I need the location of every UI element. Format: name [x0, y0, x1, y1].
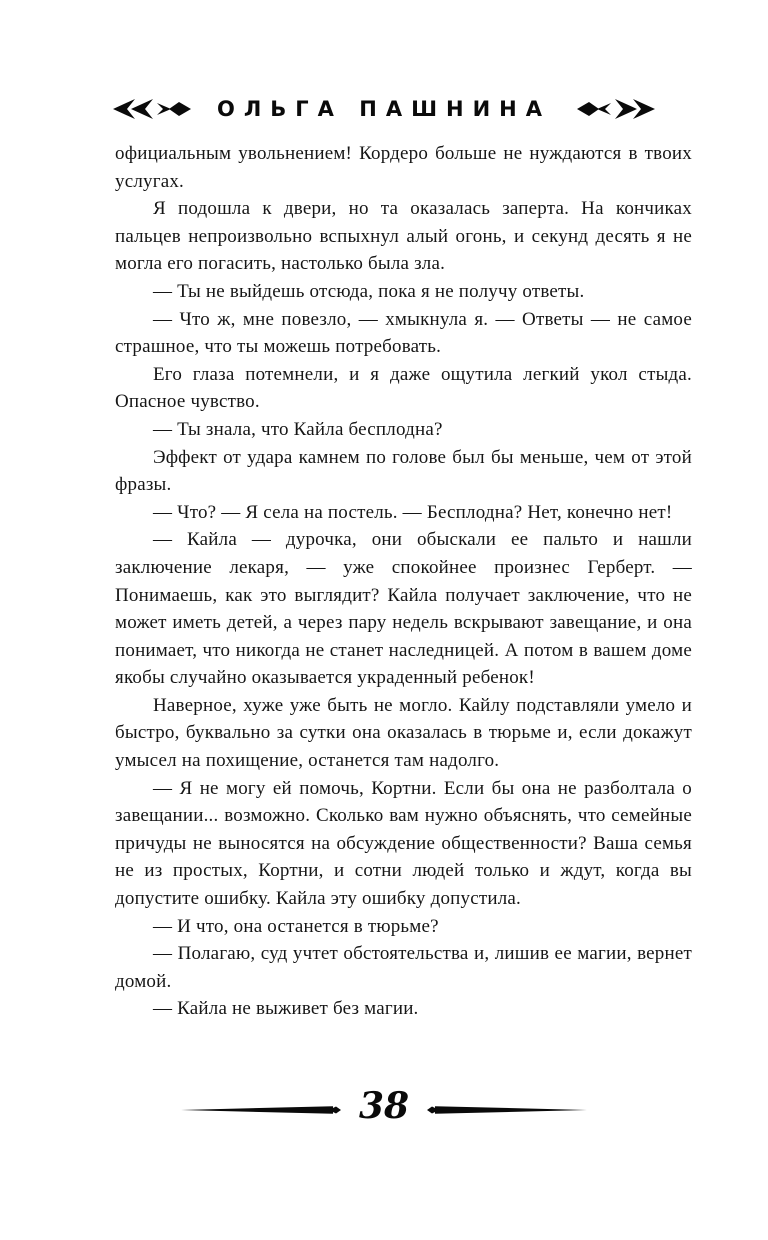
body-text — [0, 126, 768, 1023]
paragraph: официальным увольнением! Кордеро больше не нуждаются в твоих услугах. — [115, 143, 692, 192]
paragraph: — Кайла не выживет без магии. — [153, 998, 419, 1020]
paragraph: — И что, она останется в тюрьме? — [153, 915, 439, 937]
paragraph: Я подошла к двери, но та оказалась заперта. На кончиках пальцев непроизвольно вспыхнул алый огонь, и секунд десять я не могла его погасить, настолько была зла. — [115, 198, 692, 275]
footer-rule-left-icon — [181, 1105, 341, 1115]
paragraph: — Ты не выйдешь отсюда, пока я не получу ответы. — [153, 280, 585, 302]
page-footer — [0, 1085, 768, 1128]
header-ornament-right-icon — [577, 98, 655, 120]
page-header — [0, 92, 768, 126]
page-number: 38 — [358, 1085, 410, 1127]
running-head-author: ОЛЬГА ПАШНИНА — [217, 97, 551, 121]
paragraph: — Что? — Я села на постель. — Бесплодна? Нет, конечно нет! — [153, 501, 673, 523]
paragraph: Эффект от удара камнем по голове был бы меньше, чем от этой фразы. — [115, 446, 692, 496]
paragraph: Его глаза потемнели, и я даже ощутила легкий укол стыда. Опасное чувство. — [115, 363, 692, 413]
header-ornament-left-icon — [113, 98, 191, 120]
paragraph: — Кайла — дурочка, они обыскали ее пальто и нашли заключение лекаря, — уже спокойнее произнес Герберт. — Понимаешь, как это выглядит? Кайла получает заключение, что не может иметь детей, а через пару недель вскрывают завещание, и она понимает, что никогда не станет наследницей. А потом в вашем доме якобы случайно оказывается украденный ребенок! — [115, 529, 692, 689]
paragraph: — Я не могу ей помочь, Кортни. Если бы она не разболтала о завещании... возможно. Сколько вам нужно объяснять, что семейные причуды не выносятся на обсуждение общественности? Ваша семья не из простых, Кортни, и сотни людей только и ждут, когда вы допустите ошибку. Кайла эту ошибку допустила. — [115, 777, 692, 910]
paragraph: — Ты знала, что Кайла бесплодна? — [153, 418, 443, 440]
paragraph: — Что ж, мне повезло, — хмыкнула я. — Ответы — не самое страшное, что ты можешь потребовать. — [115, 308, 692, 358]
paragraph: Наверное, хуже уже быть не могло. Кайлу подставляли умело и быстро, буквально за сутки она оказалась в тюрьме и, если докажут умысел на похищение, останется там надолго. — [115, 694, 692, 772]
paragraph: — Полагаю, суд учтет обстоятельства и, лишив ее магии, вернет домой. — [115, 943, 692, 992]
footer-rule-right-icon — [427, 1105, 587, 1115]
